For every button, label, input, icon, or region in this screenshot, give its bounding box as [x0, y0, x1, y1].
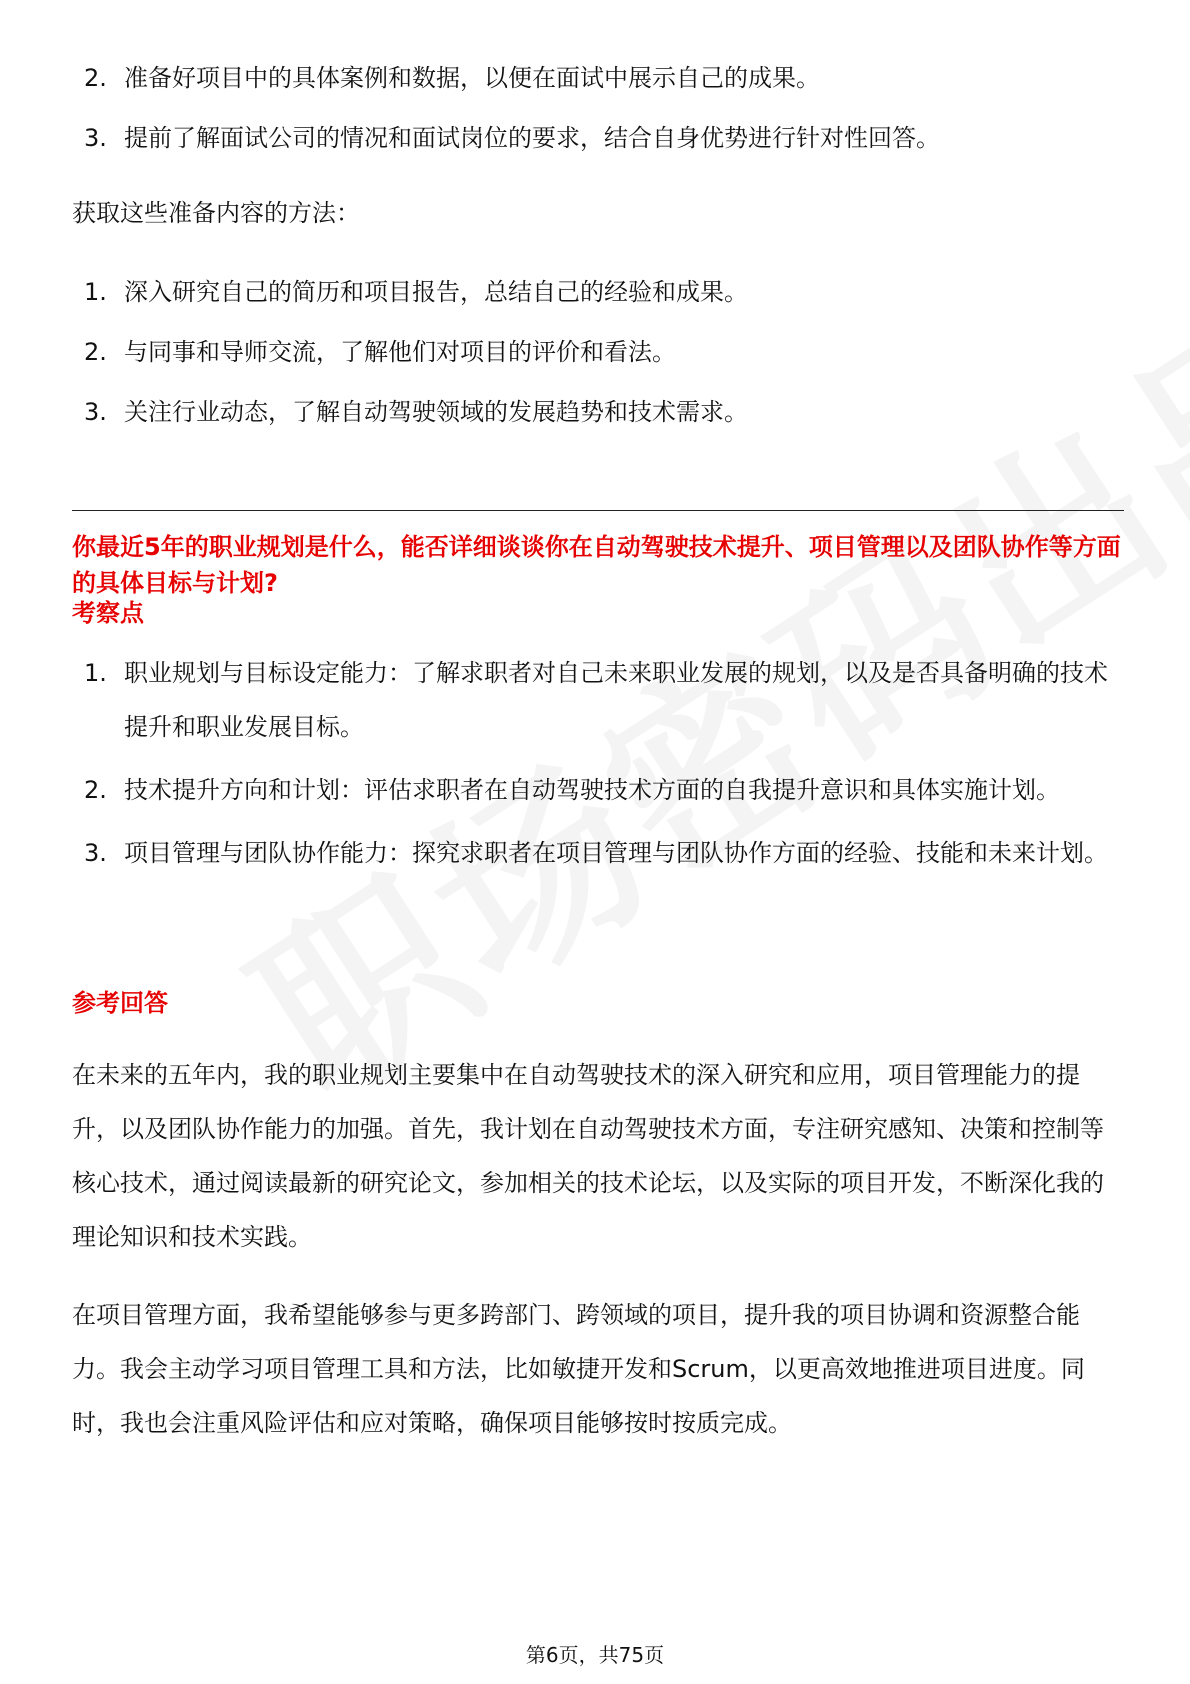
list-item: 1. 职业规划与目标设定能力：了解求职者对自己未来职业发展的规划，以及是否具备明确的技术提升和职业发展目标。	[84, 659, 1108, 741]
list-item: 3. 项目管理与团队协作能力：探究求职者在项目管理与团队协作方面的经验、技能和未来计划。	[84, 839, 1108, 867]
list-item: 3. 提前了解面试公司的情况和面试岗位的要求，结合自身优势进行针对性回答。	[84, 124, 940, 152]
page-footer: 第6页，共75页	[525, 1643, 665, 1667]
intro-list	[84, 48, 1124, 168]
question-title: 你最近5年的职业规划是什么，能否详细谈谈你在自动驾驶技术提升、项目管理以及团队协作等方面的具体目标与计划?	[72, 533, 1121, 597]
answer-heading: 参考回答	[72, 989, 168, 1017]
focus-heading: 考察点	[72, 599, 144, 627]
list-item: 2. 准备好项目中的具体案例和数据，以便在面试中展示自己的成果。	[84, 64, 820, 92]
list-item: 2. 技术提升方向和计划：评估求职者在自动驾驶技术方面的自我提升意识和具体实施计划。	[84, 776, 1060, 804]
section-divider	[72, 510, 1124, 511]
focus-list	[84, 646, 1124, 889]
answer-paragraph: 在未来的五年内，我的职业规划主要集中在自动驾驶技术的深入研究和应用，项目管理能力的提升，以及团队协作能力的加强。首先，我计划在自动驾驶技术方面，专注研究感知、决策和控制等核心技术，通过阅读最新的研究论文，参加相关的技术论坛，以及实际的项目开发，不断深化我的理论知识和技术实践。	[72, 1061, 1104, 1251]
list-item: 1. 深入研究自己的简历和项目报告，总结自己的经验和成果。	[84, 278, 748, 306]
list-item: 2. 与同事和导师交流，了解他们对项目的评价和看法。	[84, 338, 676, 366]
answer-paragraph: 在项目管理方面，我希望能够参与更多跨部门、跨领域的项目，提升我的项目协调和资源整合能力。我会主动学习项目管理工具和方法，比如敏捷开发和Scrum，以更高效地推进项目进度。同时，我也会注重风险评估和应对策略，确保项目能够按时按质完成。	[72, 1301, 1085, 1437]
list-item: 3. 关注行业动态，了解自动驾驶领域的发展趋势和技术需求。	[84, 398, 748, 426]
method-list	[84, 262, 1124, 442]
method-heading: 获取这些准备内容的方法：	[72, 199, 360, 227]
